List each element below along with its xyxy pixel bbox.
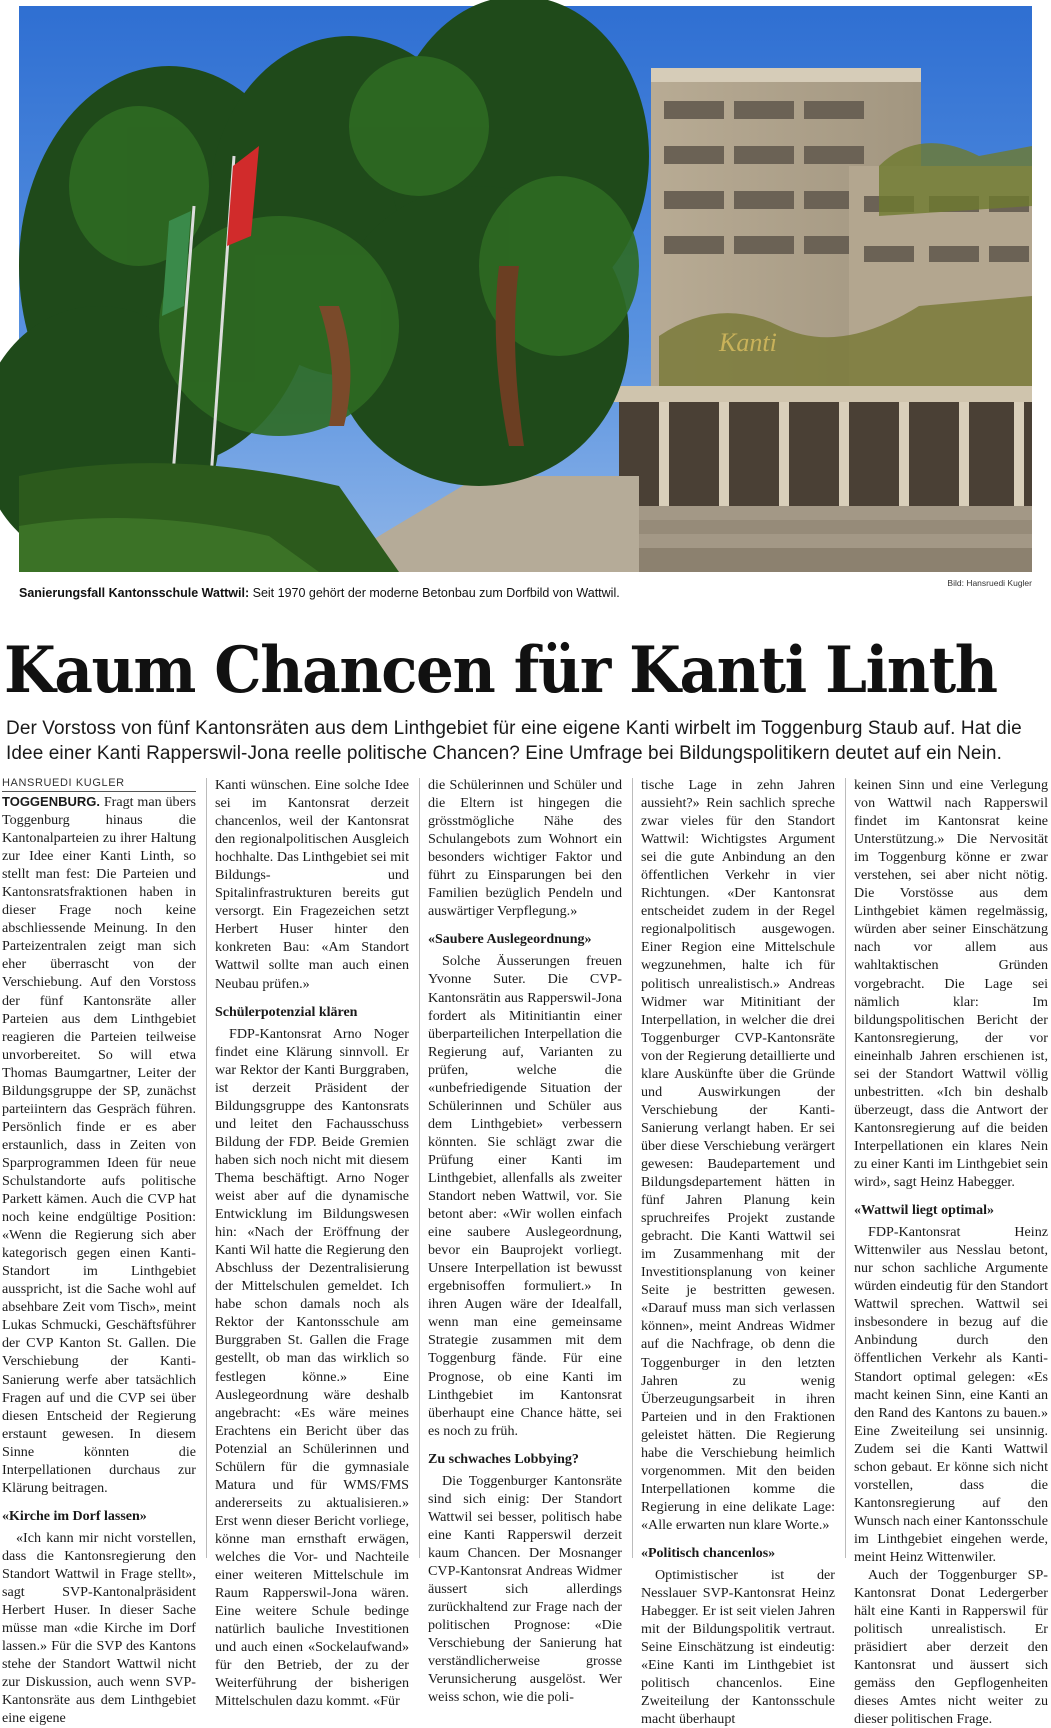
article-body bbox=[2, 776, 1049, 1728]
lead-paragraph: Der Vorstoss von fünf Kantonsräten aus dem Linthgebiet für eine eigene Kanti wirbelt im Toggenburg Staub auf. Hat die Idee einer Kanti Rapperswil-Jona reelle politische Chancen? Eine Umfrage bei Bildungspolitikern deutet auf ein Nein. bbox=[6, 718, 1022, 764]
column-divider bbox=[419, 778, 420, 1558]
paragraph: Kanti wünschen. Eine solche Idee sei im Kantonsrat derzeit chancenlos, weil der Kantonsrat den regionalpolitischen Ausgleich hochhalte. Das Linthgebiet sei mit Bildungs- und Spitalinfrastrukturen bereits gut versorgt. Ein Fragezeichen setzt Herbert Huser hinter den konkreten Bau: «Am Standort Wattwil sollte man auch einen Neubau prüfen.» bbox=[215, 777, 409, 992]
caption-title: Sanierungsfall Kantonsschule Wattwil: bbox=[19, 586, 250, 600]
subheading: «Saubere Auslegeordnung» bbox=[428, 932, 592, 948]
school-building-illustration bbox=[19, 6, 1032, 572]
column-divider bbox=[206, 778, 207, 1558]
photo-credit: Bild: Hansruedi Kugler bbox=[947, 578, 1032, 588]
article-column-1 bbox=[2, 776, 196, 1727]
article-column-4 bbox=[641, 776, 835, 1728]
paragraph: «Ich kann mir nicht vorstellen, dass die Kantonsregierung den Standort Wattwil in Frage stellt», sagt SVP-Kantonalpräsident Herbert Huser. In dieser Sache müsse man «die Kirche im Dorf lassen.» Für die SVP des Kantons stehe der Standort Wattwil nicht zur Diskussion, auch wenn SVP-Kantonsräte aus dem Linthgebiet eine eigene bbox=[2, 1529, 196, 1727]
article-column-5 bbox=[854, 776, 1048, 1728]
subheading: «Politisch chancenlos» bbox=[641, 1545, 776, 1561]
dateline: TOGGENBURG. bbox=[2, 794, 100, 809]
paragraph: keinen Sinn und eine Verlegung von Wattwil nach Rapperswil findet im Kantonsrat keine Unterstützung.» Die Nervosität im Toggenburg könne er zwar verstehen, sei aber nicht nötig. Die Vorstösse aus dem Linthgebiet kämen regelmässig, würden aber seiner Einschätzung nach vor allem aus wahltaktischen Gründen vorgebracht. Die Lage sei nämlich klar: Im bildungspolitischen Bericht der Kantonsregierung, der vor eineinhalb Jahren erschienen ist, sei der Standort Wattwil völlig unbestritten. «Ich bin deshalb überzeugt, dass die Antwort der Kantonsregierung auf die beiden Interpellationen ein klares Nein zu einer Kanti im Linthgebiet sein wird», sagt Heinz Habegger. bbox=[854, 777, 1048, 1191]
article-column-2 bbox=[215, 776, 409, 1710]
paragraph: die Schülerinnen und Schüler und die Eltern ist hingegen die grösstmögliche Nähe des Schulangebots zum Wohnort ein besonders wichtiger Faktor und führt zu Einsparungen bei den Familien bezüglich Pendeln und auswärtiger Verpflegung.» bbox=[428, 777, 622, 920]
photo-caption bbox=[19, 586, 620, 600]
paragraph-text: Fragt man übers Toggenburg hinaus die Kantonalparteien zu ihrer Haltung zur Idee einer Kanti Linth, so stellt man fest: Die Parteien und Kantonsratsfraktionen haben in dieser Frage noch keine abschliessende Meinung. In den Parteizentralen zeigt man sich eher überrascht von der Verschiebung. Auf den Vorstoss der fünf Kantonsräte aller Parteien aus dem Linthgebiet reagieren die Parteien teilweise unvorbereitet. So will etwa Thomas Baumgartner, Leiter der Bildungsgruppe der SP, zunächst parteiintern das Gespräch führen. Persönlich finde er es aber erstaunlich, dass in Zeiten von Sparprogrammen Ideen für neue Schulstandorte aufs politische Parkett kämen. Auch die CVP hat noch keine endgültige Position: «Wenn die Regierung sich aber kategorisch gegen einen Kanti-Standort im Linthgebiet ausspricht, ist die Sache wohl auf absehbare Zeit vom Tisch», meint Lukas Schmucki, Geschäftsführer der CVP Kanton St. Gallen. Die Verschiebung der Kanti-Sanierung werfe aber tatsächlich Fragen auf und die CVP sei über diesen Entscheid der Regierung erstaunt gewesen. In diesem Sinne könnten die Interpellationen durchaus zur Klärung beitragen. bbox=[2, 794, 197, 1496]
kanti-sign: Kanti bbox=[719, 328, 777, 357]
column-divider bbox=[845, 778, 846, 1558]
article-column-3 bbox=[428, 776, 622, 1706]
paragraph: tische Lage in zehn Jahren aussieht?» Rein sachlich spreche zwar vieles für den Standort Wattwil: Wichtigstes Argument sei die gute Anbindung an den öffentlichen Verkehr in vier Richtungen. «Der Kantonsrat entscheidet zudem in der Regel regionalpolitisch ausgewogen. Einer Region eine Mittelschule wegzunehmen, halte ich für politisch unrealistisch.» Andreas Widmer war Mitinitiant der Interpellation, in welcher die drei Toggenburger CVP-Kantonsräte von der Regierung detaillierte und klare Auskünfte über die Gründe und Auswirkungen der Verschiebung der Kanti-Sanierung verlangt haben. Er sei über diese Verschiebung verärgert gewesen: Baudepartement und Bildungsdepartement hätten in fünf Jahren Planung kein spruchreifes Projekt zustande gebracht. Die Kanti Wattwil sei im Zusammenhang mit der Investitionsplanung von keiner Seite je bestritten gewesen. «Darauf muss man sich verlassen können», meint Andreas Widmer auf die Nachfrage, ob denn die Toggenburger in den letzten Jahren zu wenig Überzeugungsarbeit in ihren Parteien und in den Fraktionen geleistet hätten. Die Regierung habe die Verschiebung heimlich vorgenommen. Mit den beiden Interpellationen komme die Regierung in eine delikate Lage: «Alle erwarten nun klare Worte.» bbox=[641, 777, 835, 1533]
headline: Kaum Chancen für Kanti Linth bbox=[4, 633, 997, 708]
paragraph: Auch der Toggenburger SP-Kantonsrat Donat Ledergerber hält eine Kanti in Rapperswil für politisch unrealistisch. Er präsidiert aber derzeit den Kantonsrat und äussert sich gemäss den Gepflogenheiten dieses Amtes nicht weiter zu dieser politischen Frage. bbox=[854, 1567, 1048, 1728]
subheading: Schülerpotenzial klären bbox=[215, 1004, 358, 1020]
byline: HANSRUEDI KUGLER bbox=[2, 776, 196, 792]
paragraph: Solche Äusserungen freuen Yvonne Suter. Die CVP-Kantonsrätin aus Rapperswil-Jona fordert als Mitinitiantin einer überparteilichen Interpellation die Regierung auf, Varianten zu prüfen, welche die «unbefriedigende Situation der Schülerinnen und Schüler aus dem Linthgebiet» verbessern könnten. Sie schlägt zwar die Prüfung einer Kanti im Linthgebiet, allenfalls als zweiter Standort neben Wattwil, vor. Sie betont aber: «Wir wollen einfach eine saubere Auslegeordnung, bevor ein Bauprojekt vorliegt. Unsere Interpellation ist bewusst ergebnisoffen formuliert.» In ihren Augen wäre der Idealfall, wenn man eine gemeinsame Strategie zusammen mit dem Toggenburg fände. Für eine Prognose, ob eine Kanti im Linthgebiet im Kantonsrat überhaupt eine Chance hätte, sei es noch zu früh. bbox=[428, 953, 622, 1439]
column-divider bbox=[632, 778, 633, 1558]
paragraph: Die Toggenburger Kantonsräte sind sich einig: Der Standort Wattwil sei besser, politisch habe eine Kanti Rapperswil derzeit kaum Chancen. Der Mosnanger CVP-Kantonsrat Andreas Widmer äussert sich allerdings zurückhaltend zur Frage nach der politischen Prognose: «Die Verschiebung der Sanierung hat verständlicherweise grosse Verunsicherung ausgelöst. Wer weiss schon, wie die poli- bbox=[428, 1472, 622, 1706]
subheading: Zu schwaches Lobbying? bbox=[428, 1451, 579, 1467]
paragraph bbox=[2, 793, 196, 1497]
subheading: «Kirche im Dorf lassen» bbox=[2, 1508, 147, 1524]
photo-caption-row bbox=[19, 578, 1032, 604]
paragraph: FDP-Kantonsrat Arno Noger findet eine Klärung sinnvoll. Er war Rektor der Kanti Burggraben, ist derzeit Präsident der Bildungsgruppe des Kantonsrats und leitet den Fachausschuss Bildung der FDP. Beide Gremien haben sich noch nicht mit diesem Thema beschäftigt. Arno Noger weist aber auf die dynamische Entwicklung im Bildungswesen hin: «Nach der Eröffnung der Kanti Wil hatte die Regierung den Abschluss der Dezentralisierung der Mittelschulen gemeldet. Ich habe schon damals noch als Rektor der Kantonsschule am Burggraben St. Gallen die Frage gestellt, ob man das wirklich so festlegen könne.» Eine Auslegeordnung wäre deshalb angebracht: «Es wäre meines Erachtens ein Bericht über das Potenzial an Schülerinnen und Schülern für die gymnasiale Matura und für WMS/FMS andererseits zu aktualisieren.» Erst wenn dieser Bericht vorliege, könne man ernsthaft erwägen, welches die Vor- und Nachteile einer weiteren Mittelschule im Raum Rapperswil-Jona wären. Eine weitere Schule bedinge natürlich bauliche Investitionen und auch einen «Sockelaufwand» für den Betrieb, der zu der Weiterführung der bisherigen Mittelschulen dazu kommt. «Für bbox=[215, 1025, 409, 1710]
caption-text: Seit 1970 gehört der moderne Betonbau zum Dorfbild von Wattwil. bbox=[252, 586, 620, 600]
article-photo bbox=[19, 6, 1032, 572]
paragraph: FDP-Kantonsrat Heinz Wittenwiler aus Nesslau betont, nur schon sachliche Argumente würden eindeutig für den Standort Wattwil sprechen. Wattwil sei insbesondere in bezug auf die Anbindung durch den öffentlichen Verkehr als Kanti-Standort optimal gelegen: «Es macht keinen Sinn, eine Kanti an den Rand des Kantons zu bauen.» Eine Zweiteilung sei unsinnig. Zudem sei die Kanti Wattwil schon gebaut. Er könne sich nicht vorstellen, dass die Kantonsregierung auf den Wunsch nach einer Kantonsschule im Linthgebiet eingehen werde, meint Heinz Wittenwiler. bbox=[854, 1224, 1048, 1565]
paragraph: Optimistischer ist der Nesslauer SVP-Kantonsrat Heinz Habegger. Er ist seit vielen Jahren mit der Bildungspolitik vertraut. Seine Einschätzung ist eindeutig: «Eine Kanti im Linthgebiet ist politisch chancenlos. Eine Zweiteilung der Kantonsschule macht überhaupt bbox=[641, 1567, 835, 1728]
subheading: «Wattwil liegt optimal» bbox=[854, 1203, 994, 1219]
